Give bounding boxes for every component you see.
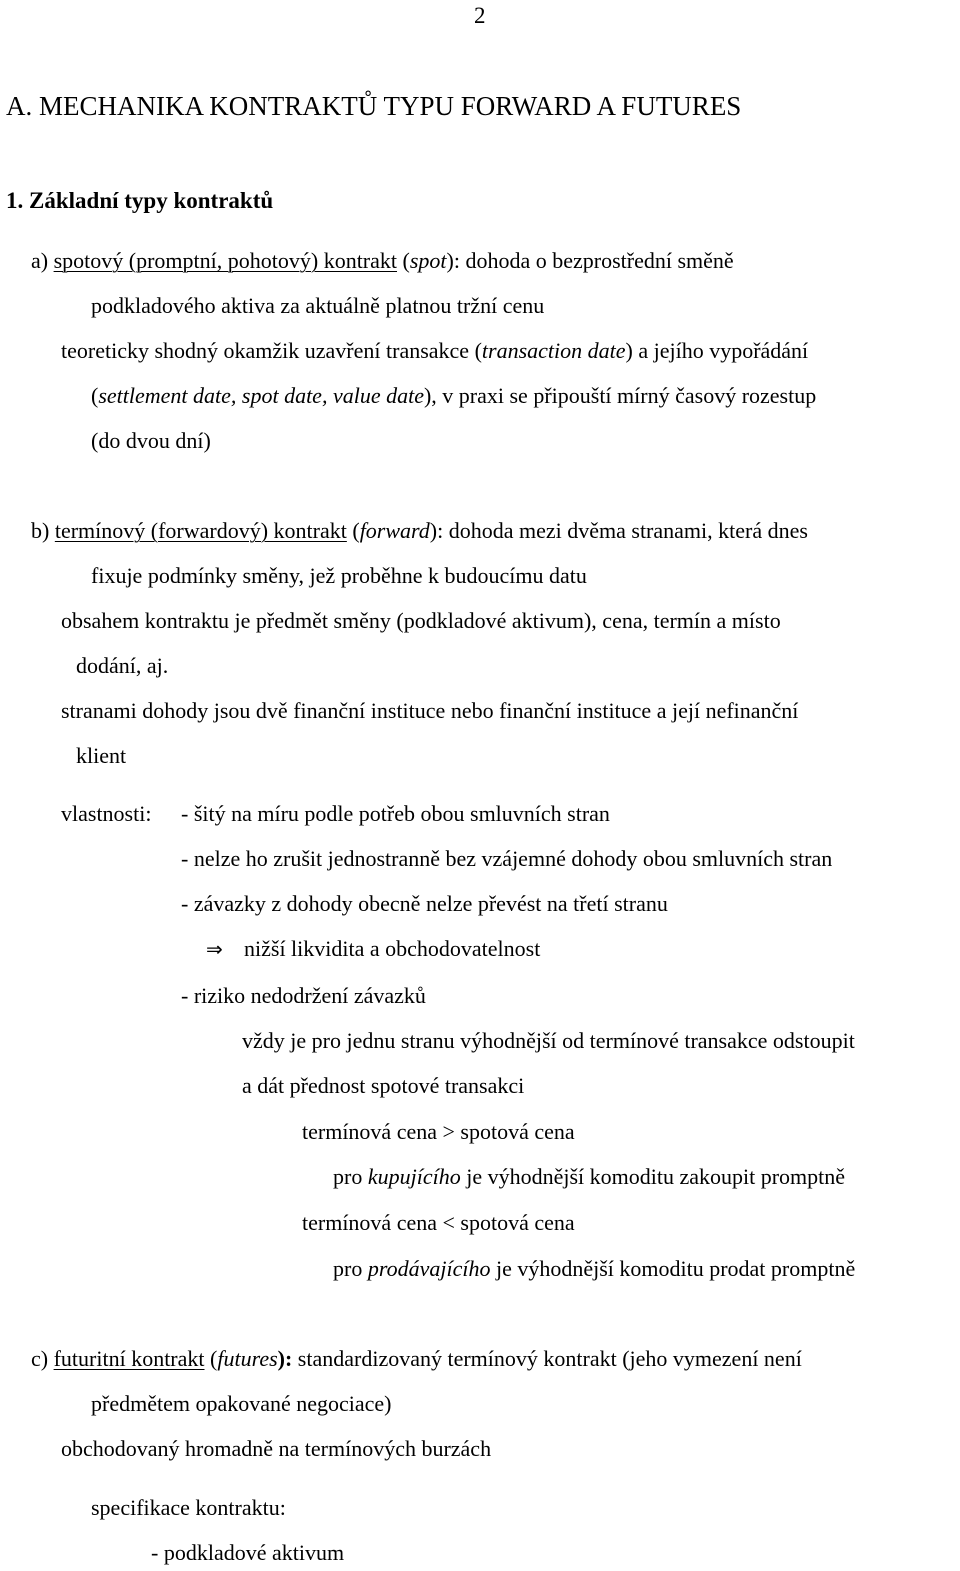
case-1-rest: je výhodnější komoditu zakoupit promptně: [460, 1164, 846, 1189]
case-1-consequence: [333, 1166, 845, 1188]
item-b-term-en: forward: [359, 518, 430, 543]
item-a-line-4: [91, 385, 816, 407]
item-a-line-4-open: (: [91, 383, 99, 408]
item-a-line-4-rest: ), v praxi se připouští mírný časový rozestup: [423, 383, 817, 408]
case-2: termínová cena < spotová cena: [302, 1210, 575, 1235]
implication-line: [206, 938, 540, 960]
property-1: - šitý na míru podle potřeb obou smluvních stran: [181, 801, 610, 826]
item-b-line-6: klient: [76, 743, 127, 768]
case-2-seller: prodávajícího: [367, 1256, 491, 1281]
case-2-pro: pro: [333, 1256, 368, 1281]
item-b-definition: ): dohoda mezi dvěma stranami, která dnes: [429, 518, 808, 543]
property-3: - závazky z dohody obecně nelze převést na třetí stranu: [181, 891, 668, 916]
item-b-line-3: obsahem kontraktu je předmět směny (podkladové aktivum), cena, termín a místo: [61, 608, 781, 633]
item-c-line-1: [31, 1348, 802, 1370]
item-a-definition: ): dohoda o bezprostřední směně: [446, 248, 734, 273]
specification-label: specifikace kontraktu:: [91, 1495, 286, 1520]
item-b-line-1: [31, 520, 808, 542]
item-b-line-2: fixuje podmínky směny, jež proběhne k budoucímu datu: [91, 563, 587, 588]
page-number: 2: [474, 3, 486, 28]
item-c-term-en: futures: [217, 1346, 278, 1371]
property-4: - riziko nedodržení závazků: [181, 983, 426, 1008]
item-c-prefix: c): [31, 1346, 54, 1371]
item-a-line-3: [61, 340, 808, 362]
item-c-definition: standardizovaný termínový kontrakt (jeho vymezení není: [292, 1346, 802, 1371]
case-2-rest: je výhodnější komoditu prodat promptně: [490, 1256, 856, 1281]
item-c-term: futuritní kontrakt: [53, 1346, 205, 1371]
item-a-transaction-date: transaction date: [481, 338, 626, 363]
implication-text: nižší likvidita a obchodovatelnost: [244, 936, 541, 961]
item-a-line-3-text: teoreticky shodný okamžik uzavření transakce (: [61, 338, 482, 363]
case-1-pro: pro: [333, 1164, 368, 1189]
specification-item-1: - podkladové aktivum: [151, 1540, 345, 1565]
item-b-line-4: dodání, aj.: [76, 653, 169, 678]
subsection-heading-text: 1. Základní typy kontraktů: [6, 188, 274, 213]
item-c-open: (: [204, 1346, 218, 1371]
risk-line-1: vždy je pro jednu stranu výhodnější od termínové transakce odstoupit: [242, 1028, 855, 1053]
item-c-line-2: předmětem opakované negociace): [91, 1391, 392, 1416]
item-a-prefix: a): [31, 248, 54, 273]
item-a-line-2: podkladového aktiva za aktuálně platnou tržní cenu: [91, 293, 545, 318]
case-2-consequence: [333, 1258, 855, 1280]
item-b-line-5: stranami dohody jsou dvě finanční instituce nebo finanční instituce a její nefinanční: [61, 698, 799, 723]
item-a-line-3-rest: ) a jejího vypořádání: [625, 338, 809, 363]
item-b-term: termínový (forwardový) kontrakt: [54, 518, 347, 543]
item-a-term: spotový (promptní, pohotový) kontrakt: [53, 248, 398, 273]
item-a-term-en: spot: [409, 248, 447, 273]
item-a-line-5: (do dvou dní): [91, 428, 211, 453]
item-c-line-3: obchodovaný hromadně na termínových burzách: [61, 1436, 492, 1461]
property-2: - nelze ho zrušit jednostranně bez vzájemné dohody obou smluvních stran: [181, 846, 833, 871]
implies-arrow-icon: ⇒: [206, 937, 223, 961]
item-b-open: (: [346, 518, 360, 543]
item-a-line-1: [31, 250, 734, 272]
item-c-close: ):: [277, 1346, 293, 1371]
case-1: termínová cena > spotová cena: [302, 1119, 575, 1144]
properties-label: vlastnosti:: [61, 801, 152, 826]
item-a-settlement-terms: settlement date, spot date, value date: [98, 383, 424, 408]
section-heading: A. MECHANIKA KONTRAKTŮ TYPU FORWARD A FUTURES: [6, 91, 742, 121]
item-b-prefix: b): [31, 518, 55, 543]
subsection-heading: [6, 189, 273, 212]
risk-line-2: a dát přednost spotové transakci: [242, 1073, 525, 1098]
item-a-open: (: [397, 248, 410, 273]
case-1-buyer: kupujícího: [367, 1164, 461, 1189]
